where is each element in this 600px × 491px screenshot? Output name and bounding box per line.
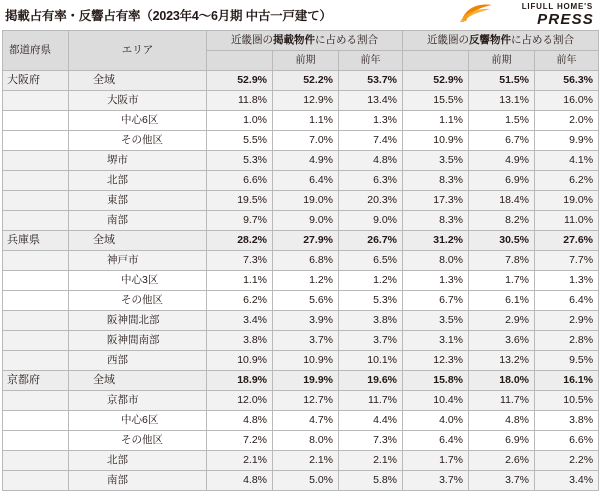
cell-area: その他区 [69, 431, 207, 451]
cell-area: 西部 [69, 351, 207, 371]
group-response-bold: 反響物件 [469, 34, 512, 46]
cell-value: 3.7% [339, 331, 403, 351]
cell-value: 13.4% [339, 91, 403, 111]
cell-value: 11.7% [339, 391, 403, 411]
cell-area: 中心3区 [69, 271, 207, 291]
cell-value: 56.3% [535, 71, 599, 91]
cell-value: 15.5% [403, 91, 469, 111]
col-header-response-prev-year: 前年 [535, 51, 599, 71]
cell-value: 8.2% [469, 211, 535, 231]
cell-value: 7.4% [339, 131, 403, 151]
cell-value: 5.0% [273, 471, 339, 491]
cell-value: 15.8% [403, 371, 469, 391]
table-row [3, 391, 599, 411]
cell-value: 6.2% [207, 291, 273, 311]
cell-value: 3.5% [403, 151, 469, 171]
table-row [3, 231, 599, 251]
cell-prefecture [3, 331, 69, 351]
cell-value: 16.0% [535, 91, 599, 111]
col-header-group-response [403, 31, 599, 51]
cell-value: 6.9% [469, 431, 535, 451]
cell-value: 6.5% [339, 251, 403, 271]
cell-value: 10.5% [535, 391, 599, 411]
group-listing-suffix: に占める割合 [315, 34, 378, 46]
col-header-listing-current [207, 51, 273, 71]
cell-value: 6.4% [403, 431, 469, 451]
cell-value: 9.0% [339, 211, 403, 231]
logo-main-text: PRESS [537, 11, 594, 28]
cell-value: 1.7% [469, 271, 535, 291]
cell-value: 6.6% [207, 171, 273, 191]
cell-prefecture: 兵庫県 [3, 231, 69, 251]
col-header-response-prev: 前期 [469, 51, 535, 71]
col-header-listing-prev-year: 前年 [339, 51, 403, 71]
cell-value: 1.7% [403, 451, 469, 471]
cell-value: 1.5% [469, 111, 535, 131]
cell-value: 11.8% [207, 91, 273, 111]
table-body [3, 71, 599, 491]
cell-prefecture: 京都府 [3, 371, 69, 391]
cell-value: 3.6% [469, 331, 535, 351]
cell-value: 52.9% [207, 71, 273, 91]
cell-value: 1.3% [535, 271, 599, 291]
cell-value: 4.9% [469, 151, 535, 171]
cell-value: 12.3% [403, 351, 469, 371]
cell-value: 7.2% [207, 431, 273, 451]
cell-value: 5.5% [207, 131, 273, 151]
cell-value: 4.8% [207, 411, 273, 431]
cell-value: 10.9% [403, 131, 469, 151]
col-header-listing-prev: 前期 [273, 51, 339, 71]
cell-value: 6.7% [403, 291, 469, 311]
table-row [3, 71, 599, 91]
cell-value: 13.2% [469, 351, 535, 371]
cell-value: 6.2% [535, 171, 599, 191]
table-row [3, 431, 599, 451]
cell-value: 8.0% [273, 431, 339, 451]
cell-area: 北部 [69, 451, 207, 471]
cell-prefecture [3, 391, 69, 411]
cell-value: 6.4% [273, 171, 339, 191]
cell-area: 大阪市 [69, 91, 207, 111]
cell-value: 8.0% [403, 251, 469, 271]
group-response-prefix: 近畿圏の [427, 34, 470, 46]
cell-area: 全域 [69, 371, 207, 391]
cell-prefecture [3, 211, 69, 231]
table-row [3, 91, 599, 111]
cell-value: 27.6% [535, 231, 599, 251]
cell-prefecture [3, 411, 69, 431]
cell-value: 19.5% [207, 191, 273, 211]
cell-value: 8.3% [403, 171, 469, 191]
cell-value: 2.1% [207, 451, 273, 471]
cell-value: 12.0% [207, 391, 273, 411]
group-listing-bold: 掲載物件 [273, 34, 315, 46]
cell-prefecture [3, 451, 69, 471]
cell-value: 1.1% [207, 271, 273, 291]
cell-value: 18.0% [469, 371, 535, 391]
table-row [3, 191, 599, 211]
cell-value: 1.3% [403, 271, 469, 291]
cell-value: 18.9% [207, 371, 273, 391]
cell-area: その他区 [69, 291, 207, 311]
cell-value: 4.8% [207, 471, 273, 491]
cell-value: 9.7% [207, 211, 273, 231]
cell-prefecture [3, 91, 69, 111]
table-row [3, 271, 599, 291]
cell-prefecture [3, 131, 69, 151]
cell-area: 堺市 [69, 151, 207, 171]
cell-value: 2.1% [339, 451, 403, 471]
cell-value: 4.7% [273, 411, 339, 431]
table-row [3, 471, 599, 491]
cell-value: 26.7% [339, 231, 403, 251]
cell-value: 10.1% [339, 351, 403, 371]
table-row [3, 451, 599, 471]
cell-prefecture: 大阪府 [3, 71, 69, 91]
cell-value: 7.3% [207, 251, 273, 271]
cell-area: 全域 [69, 231, 207, 251]
cell-value: 5.3% [207, 151, 273, 171]
cell-value: 6.1% [469, 291, 535, 311]
cell-value: 1.1% [273, 111, 339, 131]
col-header-prefecture: 都道府県 [3, 31, 69, 71]
cell-value: 9.5% [535, 351, 599, 371]
lifull-homes-press-logo [460, 2, 596, 26]
table-row [3, 351, 599, 371]
cell-value: 1.1% [403, 111, 469, 131]
table-row [3, 331, 599, 351]
cell-area: 全域 [69, 71, 207, 91]
cell-prefecture [3, 151, 69, 171]
cell-value: 5.6% [273, 291, 339, 311]
cell-value: 6.9% [469, 171, 535, 191]
cell-area: その他区 [69, 131, 207, 151]
cell-prefecture [3, 171, 69, 191]
table-header-row-group [3, 31, 599, 51]
cell-value: 11.7% [469, 391, 535, 411]
cell-value: 53.7% [339, 71, 403, 91]
cell-value: 11.0% [535, 211, 599, 231]
cell-value: 5.3% [339, 291, 403, 311]
table-row [3, 311, 599, 331]
cell-value: 3.8% [339, 311, 403, 331]
table-row [3, 211, 599, 231]
cell-value: 12.7% [273, 391, 339, 411]
page-title: 掲載占有率・反響占有率（2023年4～6月期 中古一戸建て） [5, 9, 332, 23]
cell-prefecture [3, 471, 69, 491]
cell-value: 12.9% [273, 91, 339, 111]
cell-area: 中心6区 [69, 111, 207, 131]
cell-value: 3.7% [403, 471, 469, 491]
group-listing-prefix: 近畿圏の [231, 34, 273, 46]
cell-value: 6.7% [469, 131, 535, 151]
cell-value: 7.8% [469, 251, 535, 271]
occupancy-rate-table [2, 30, 599, 491]
table-row [3, 131, 599, 151]
cell-area: 南部 [69, 471, 207, 491]
cell-value: 4.8% [339, 151, 403, 171]
cell-value: 19.6% [339, 371, 403, 391]
cell-value: 4.1% [535, 151, 599, 171]
cell-value: 52.9% [403, 71, 469, 91]
cell-value: 3.8% [535, 411, 599, 431]
cell-value: 30.5% [469, 231, 535, 251]
cell-value: 4.4% [339, 411, 403, 431]
cell-area: 神戸市 [69, 251, 207, 271]
cell-value: 13.1% [469, 91, 535, 111]
cell-prefecture [3, 351, 69, 371]
cell-value: 3.4% [207, 311, 273, 331]
cell-value: 2.6% [469, 451, 535, 471]
cell-value: 6.4% [535, 291, 599, 311]
cell-prefecture [3, 291, 69, 311]
col-header-response-current [403, 51, 469, 71]
cell-prefecture [3, 191, 69, 211]
col-header-group-listing [207, 31, 403, 51]
cell-value: 16.1% [535, 371, 599, 391]
cell-value: 6.8% [273, 251, 339, 271]
cell-value: 9.0% [273, 211, 339, 231]
cell-value: 52.2% [273, 71, 339, 91]
cell-area: 中心6区 [69, 411, 207, 431]
cell-area: 阪神間北部 [69, 311, 207, 331]
cell-value: 2.8% [535, 331, 599, 351]
cell-value: 2.1% [273, 451, 339, 471]
cell-value: 9.9% [535, 131, 599, 151]
cell-value: 6.6% [535, 431, 599, 451]
cell-value: 8.3% [403, 211, 469, 231]
cell-area: 南部 [69, 211, 207, 231]
col-header-area: エリア [69, 31, 207, 71]
cell-prefecture [3, 431, 69, 451]
cell-value: 7.3% [339, 431, 403, 451]
logo-top-text: LIFULL HOME'S [521, 2, 593, 11]
cell-value: 7.7% [535, 251, 599, 271]
table-row [3, 371, 599, 391]
cell-value: 1.0% [207, 111, 273, 131]
cell-value: 4.8% [469, 411, 535, 431]
cell-prefecture [3, 251, 69, 271]
cell-value: 2.9% [469, 311, 535, 331]
group-response-suffix: に占める割合 [511, 34, 575, 46]
cell-area: 北部 [69, 171, 207, 191]
cell-value: 1.2% [273, 271, 339, 291]
table-row [3, 111, 599, 131]
cell-value: 10.9% [207, 351, 273, 371]
cell-value: 3.9% [273, 311, 339, 331]
swoosh-logo-icon [460, 3, 494, 23]
cell-prefecture [3, 111, 69, 131]
cell-value: 3.5% [403, 311, 469, 331]
cell-value: 1.2% [339, 271, 403, 291]
cell-value: 18.4% [469, 191, 535, 211]
cell-value: 28.2% [207, 231, 273, 251]
cell-value: 10.9% [273, 351, 339, 371]
cell-value: 3.4% [535, 471, 599, 491]
cell-value: 4.9% [273, 151, 339, 171]
table-row [3, 151, 599, 171]
cell-value: 20.3% [339, 191, 403, 211]
cell-value: 17.3% [403, 191, 469, 211]
cell-value: 3.8% [207, 331, 273, 351]
table-row [3, 411, 599, 431]
cell-prefecture [3, 271, 69, 291]
cell-value: 27.9% [273, 231, 339, 251]
cell-value: 19.9% [273, 371, 339, 391]
cell-area: 阪神間南部 [69, 331, 207, 351]
cell-value: 31.2% [403, 231, 469, 251]
cell-value: 19.0% [535, 191, 599, 211]
table-row [3, 291, 599, 311]
table-row [3, 251, 599, 271]
cell-area: 東部 [69, 191, 207, 211]
cell-value: 2.0% [535, 111, 599, 131]
cell-value: 5.8% [339, 471, 403, 491]
cell-value: 2.9% [535, 311, 599, 331]
page-header [0, 0, 600, 30]
cell-value: 6.3% [339, 171, 403, 191]
cell-value: 10.4% [403, 391, 469, 411]
cell-prefecture [3, 311, 69, 331]
cell-value: 3.7% [273, 331, 339, 351]
cell-value: 3.7% [469, 471, 535, 491]
table-row [3, 171, 599, 191]
cell-value: 51.5% [469, 71, 535, 91]
cell-value: 1.3% [339, 111, 403, 131]
cell-area: 京都市 [69, 391, 207, 411]
cell-value: 2.2% [535, 451, 599, 471]
cell-value: 3.1% [403, 331, 469, 351]
cell-value: 7.0% [273, 131, 339, 151]
cell-value: 19.0% [273, 191, 339, 211]
cell-value: 4.0% [403, 411, 469, 431]
